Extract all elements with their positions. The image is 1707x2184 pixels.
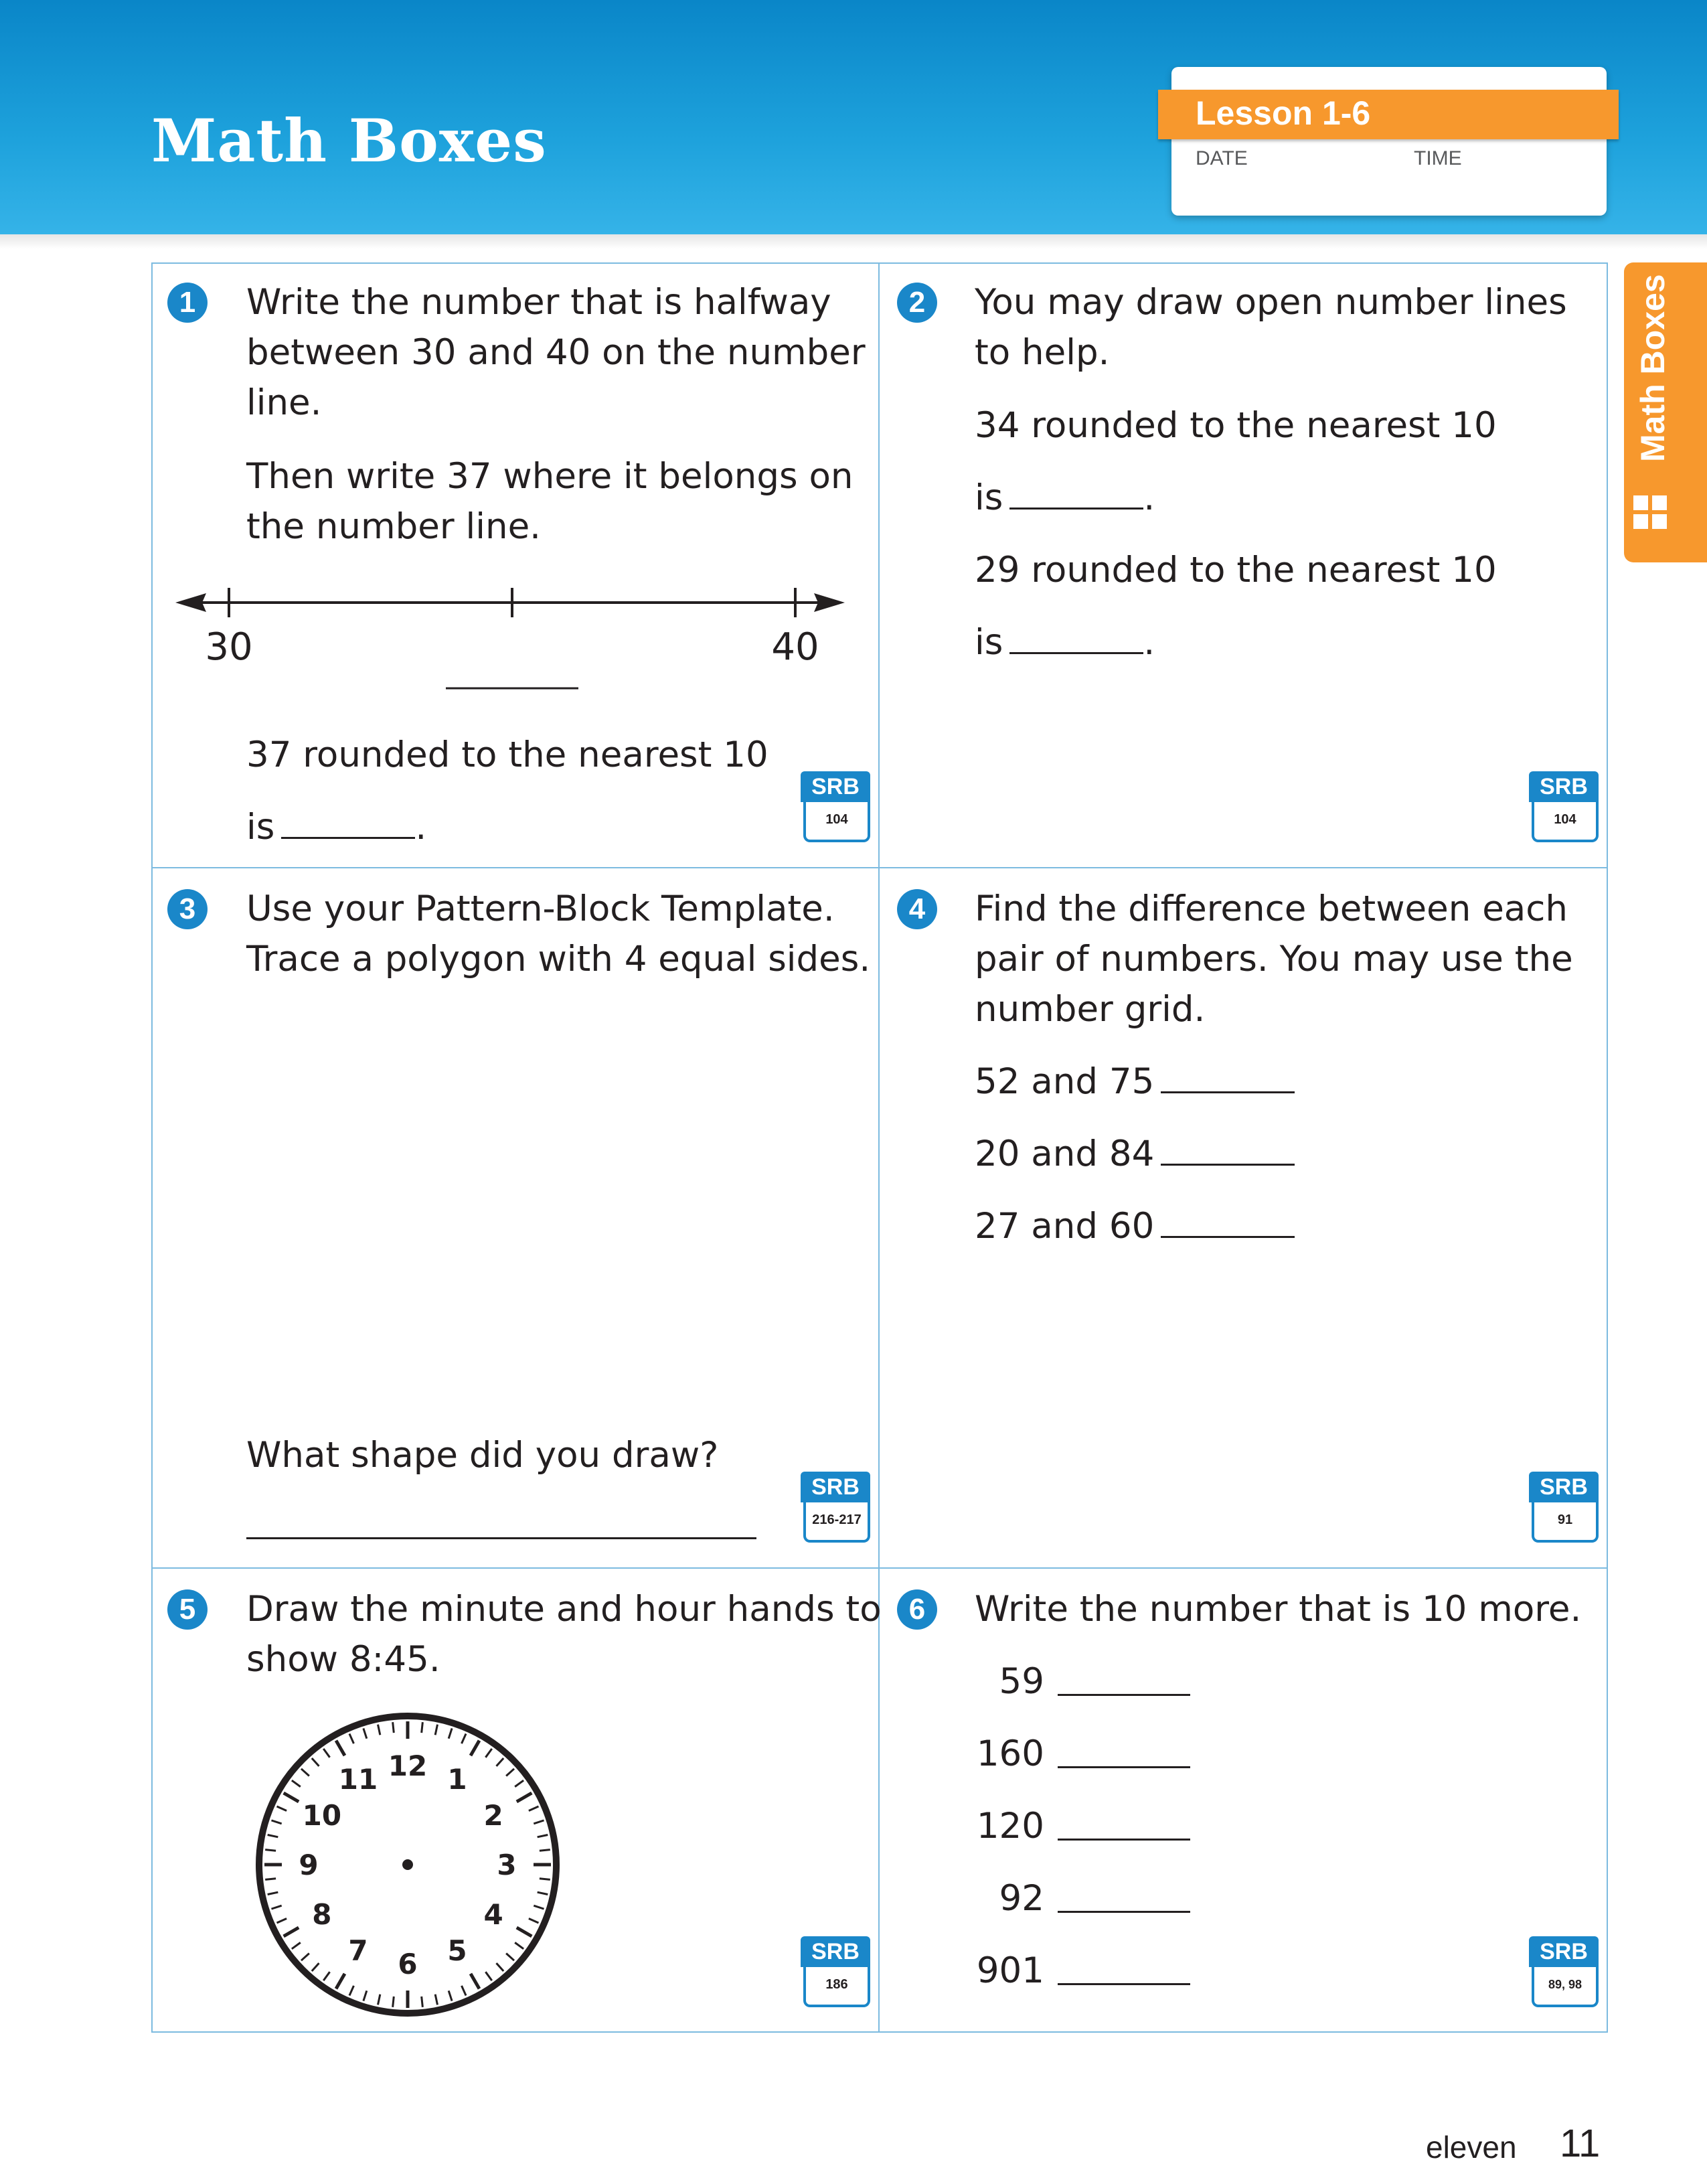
srb-pages: 89, 98	[1532, 1967, 1599, 2007]
page-title: Math Boxes	[151, 106, 547, 175]
box6-blank-3[interactable]	[1058, 1810, 1190, 1841]
box-number-3: 3	[167, 889, 208, 929]
box1-instruction2-line2: the number line.	[246, 506, 542, 547]
box1-instruction-line1: Write the number that is halfway	[246, 282, 831, 323]
clock-minute-tick	[422, 1997, 423, 2007]
clock-numeral: 4	[483, 1898, 503, 1931]
box2-is-label-2: is	[975, 622, 1003, 663]
clock-numeral: 11	[338, 1762, 378, 1796]
box6-number-1: 59	[999, 1661, 1044, 1702]
box4-pair1-blank[interactable]	[1161, 1063, 1295, 1093]
box-number-6: 6	[897, 1589, 937, 1630]
srb-label: SRB	[801, 771, 870, 802]
box4-instruction-line1: Find the difference between each	[975, 888, 1568, 929]
clock-minute-tick	[265, 1850, 276, 1851]
srb-pages: 104	[803, 802, 870, 842]
box2-question1: 34 rounded to the nearest 10	[975, 405, 1497, 446]
box1-answer-blank[interactable]	[281, 809, 415, 839]
clock-face[interactable]	[252, 1709, 564, 2021]
number-line-left-arrow	[175, 593, 206, 612]
number-line-right-arrow	[814, 593, 845, 612]
box3-instruction-line1: Use your Pattern-Block Template.	[246, 888, 835, 929]
box4-pair-2	[975, 1129, 1295, 1179]
box6-number-3: 120	[976, 1806, 1044, 1847]
clock-minute-tick	[393, 1722, 394, 1733]
box2-instruction-line1: You may draw open number lines	[975, 282, 1567, 323]
srb-badge-1	[801, 771, 870, 844]
box1-rounding-question: 37 rounded to the nearest 10	[246, 734, 768, 775]
srb-label: SRB	[1529, 771, 1599, 802]
srb-label: SRB	[801, 1472, 870, 1502]
clock-minute-tick	[540, 1850, 550, 1851]
srb-badge-6	[1529, 1936, 1599, 2009]
box-number-2: 2	[897, 283, 937, 323]
box-number-4: 4	[897, 889, 937, 929]
box-number-5: 5	[167, 1589, 208, 1630]
box4-pair3-blank[interactable]	[1161, 1208, 1295, 1238]
box4-instruction-line3: number grid.	[975, 989, 1206, 1030]
srb-pages: 216-217	[803, 1502, 870, 1543]
srb-badge-4	[1529, 1472, 1599, 1544]
pair-label: 20 and 84	[975, 1134, 1155, 1174]
clock-numeral: 8	[312, 1898, 332, 1931]
srb-badge-3	[801, 1472, 870, 1544]
box1-instruction-line3: line.	[246, 382, 322, 423]
clock-minute-tick	[422, 1722, 423, 1733]
number-line	[175, 576, 845, 710]
grid-divider-vertical	[878, 262, 880, 2033]
box5-instruction-line1: Draw the minute and hour hands to	[246, 1589, 882, 1630]
page-number-word: eleven	[1426, 2130, 1517, 2165]
lesson-label: Lesson 1-6	[1196, 94, 1371, 132]
srb-label: SRB	[1529, 1936, 1599, 1967]
box6-instruction-line1: Write the number that is 10 more.	[975, 1589, 1582, 1630]
srb-badge-5	[801, 1936, 870, 2009]
box2-answer2-blank[interactable]	[1009, 624, 1143, 654]
clock-numeral: 7	[348, 1934, 368, 1968]
clock-center-dot	[402, 1859, 413, 1870]
page-number: 11	[1560, 2122, 1601, 2165]
box2-answer1-blank[interactable]	[1009, 479, 1143, 510]
clock-numeral: 2	[483, 1799, 503, 1832]
box1-instruction-line2: between 30 and 40 on the number	[246, 332, 866, 373]
time-label: TIME	[1414, 147, 1462, 169]
box2-is-label-1: is	[975, 477, 1003, 518]
clock-minute-tick	[540, 1879, 550, 1880]
grid-divider-row2	[151, 1567, 1608, 1569]
clock-numeral: 12	[388, 1749, 428, 1782]
box2-answer1-line: is .	[975, 477, 1155, 518]
srb-pages: 91	[1532, 1502, 1599, 1543]
box3-question: What shape did you draw?	[246, 1435, 719, 1476]
box1-answer-line: is .	[246, 807, 427, 848]
box4-pair-1	[975, 1057, 1295, 1107]
box4-pair2-blank[interactable]	[1161, 1136, 1295, 1166]
clock-minute-tick	[393, 1997, 394, 2007]
pair-label: 27 and 60	[975, 1206, 1155, 1247]
srb-pages: 186	[803, 1967, 870, 2007]
srb-label: SRB	[1529, 1472, 1599, 1502]
clock-numeral: 1	[447, 1762, 467, 1796]
box6-blank-2[interactable]	[1058, 1738, 1190, 1768]
box6-blank-5[interactable]	[1058, 1955, 1190, 1985]
grid-icon	[1633, 495, 1668, 530]
srb-badge-2	[1529, 771, 1599, 844]
srb-pages: 104	[1532, 802, 1599, 842]
box5-instruction-line2: show 8:45.	[246, 1639, 440, 1680]
box2-instruction-line2: to help.	[975, 332, 1110, 373]
clock-numeral: 3	[497, 1849, 517, 1881]
pair-label: 52 and 75	[975, 1061, 1155, 1102]
box6-number-5: 901	[976, 1950, 1044, 1991]
date-label: DATE	[1196, 147, 1248, 169]
clock-numeral: 6	[398, 1948, 418, 1980]
side-tab-label: Math Boxes	[1634, 274, 1672, 462]
clock-numeral: 5	[447, 1934, 467, 1968]
number-line-label-40: 40	[771, 625, 819, 669]
box4-pair-3	[975, 1201, 1295, 1251]
box3-instruction-line2: Trace a polygon with 4 equal sides.	[246, 939, 871, 980]
box6-blank-4[interactable]	[1058, 1883, 1190, 1913]
box6-blank-1[interactable]	[1058, 1666, 1190, 1696]
srb-label: SRB	[801, 1936, 870, 1967]
box6-number-4: 92	[999, 1878, 1044, 1919]
box4-instruction-line2: pair of numbers. You may use the	[975, 939, 1573, 980]
clock-minute-tick	[265, 1879, 276, 1880]
box2-answer2-line: is .	[975, 622, 1155, 663]
box1-instruction2-line1: Then write 37 where it belongs on	[246, 456, 854, 497]
box2-question2: 29 rounded to the nearest 10	[975, 550, 1497, 591]
box-number-1: 1	[167, 283, 208, 323]
clock-numeral: 10	[302, 1799, 342, 1832]
clock-numeral: 9	[299, 1849, 319, 1881]
grid-divider-row1	[151, 867, 1608, 868]
header-shadow	[0, 234, 1707, 249]
box1-is-label: is	[246, 807, 275, 848]
box6-number-2: 160	[976, 1733, 1044, 1774]
number-line-label-30: 30	[205, 625, 253, 669]
box3-answer-blank[interactable]	[246, 1537, 756, 1539]
